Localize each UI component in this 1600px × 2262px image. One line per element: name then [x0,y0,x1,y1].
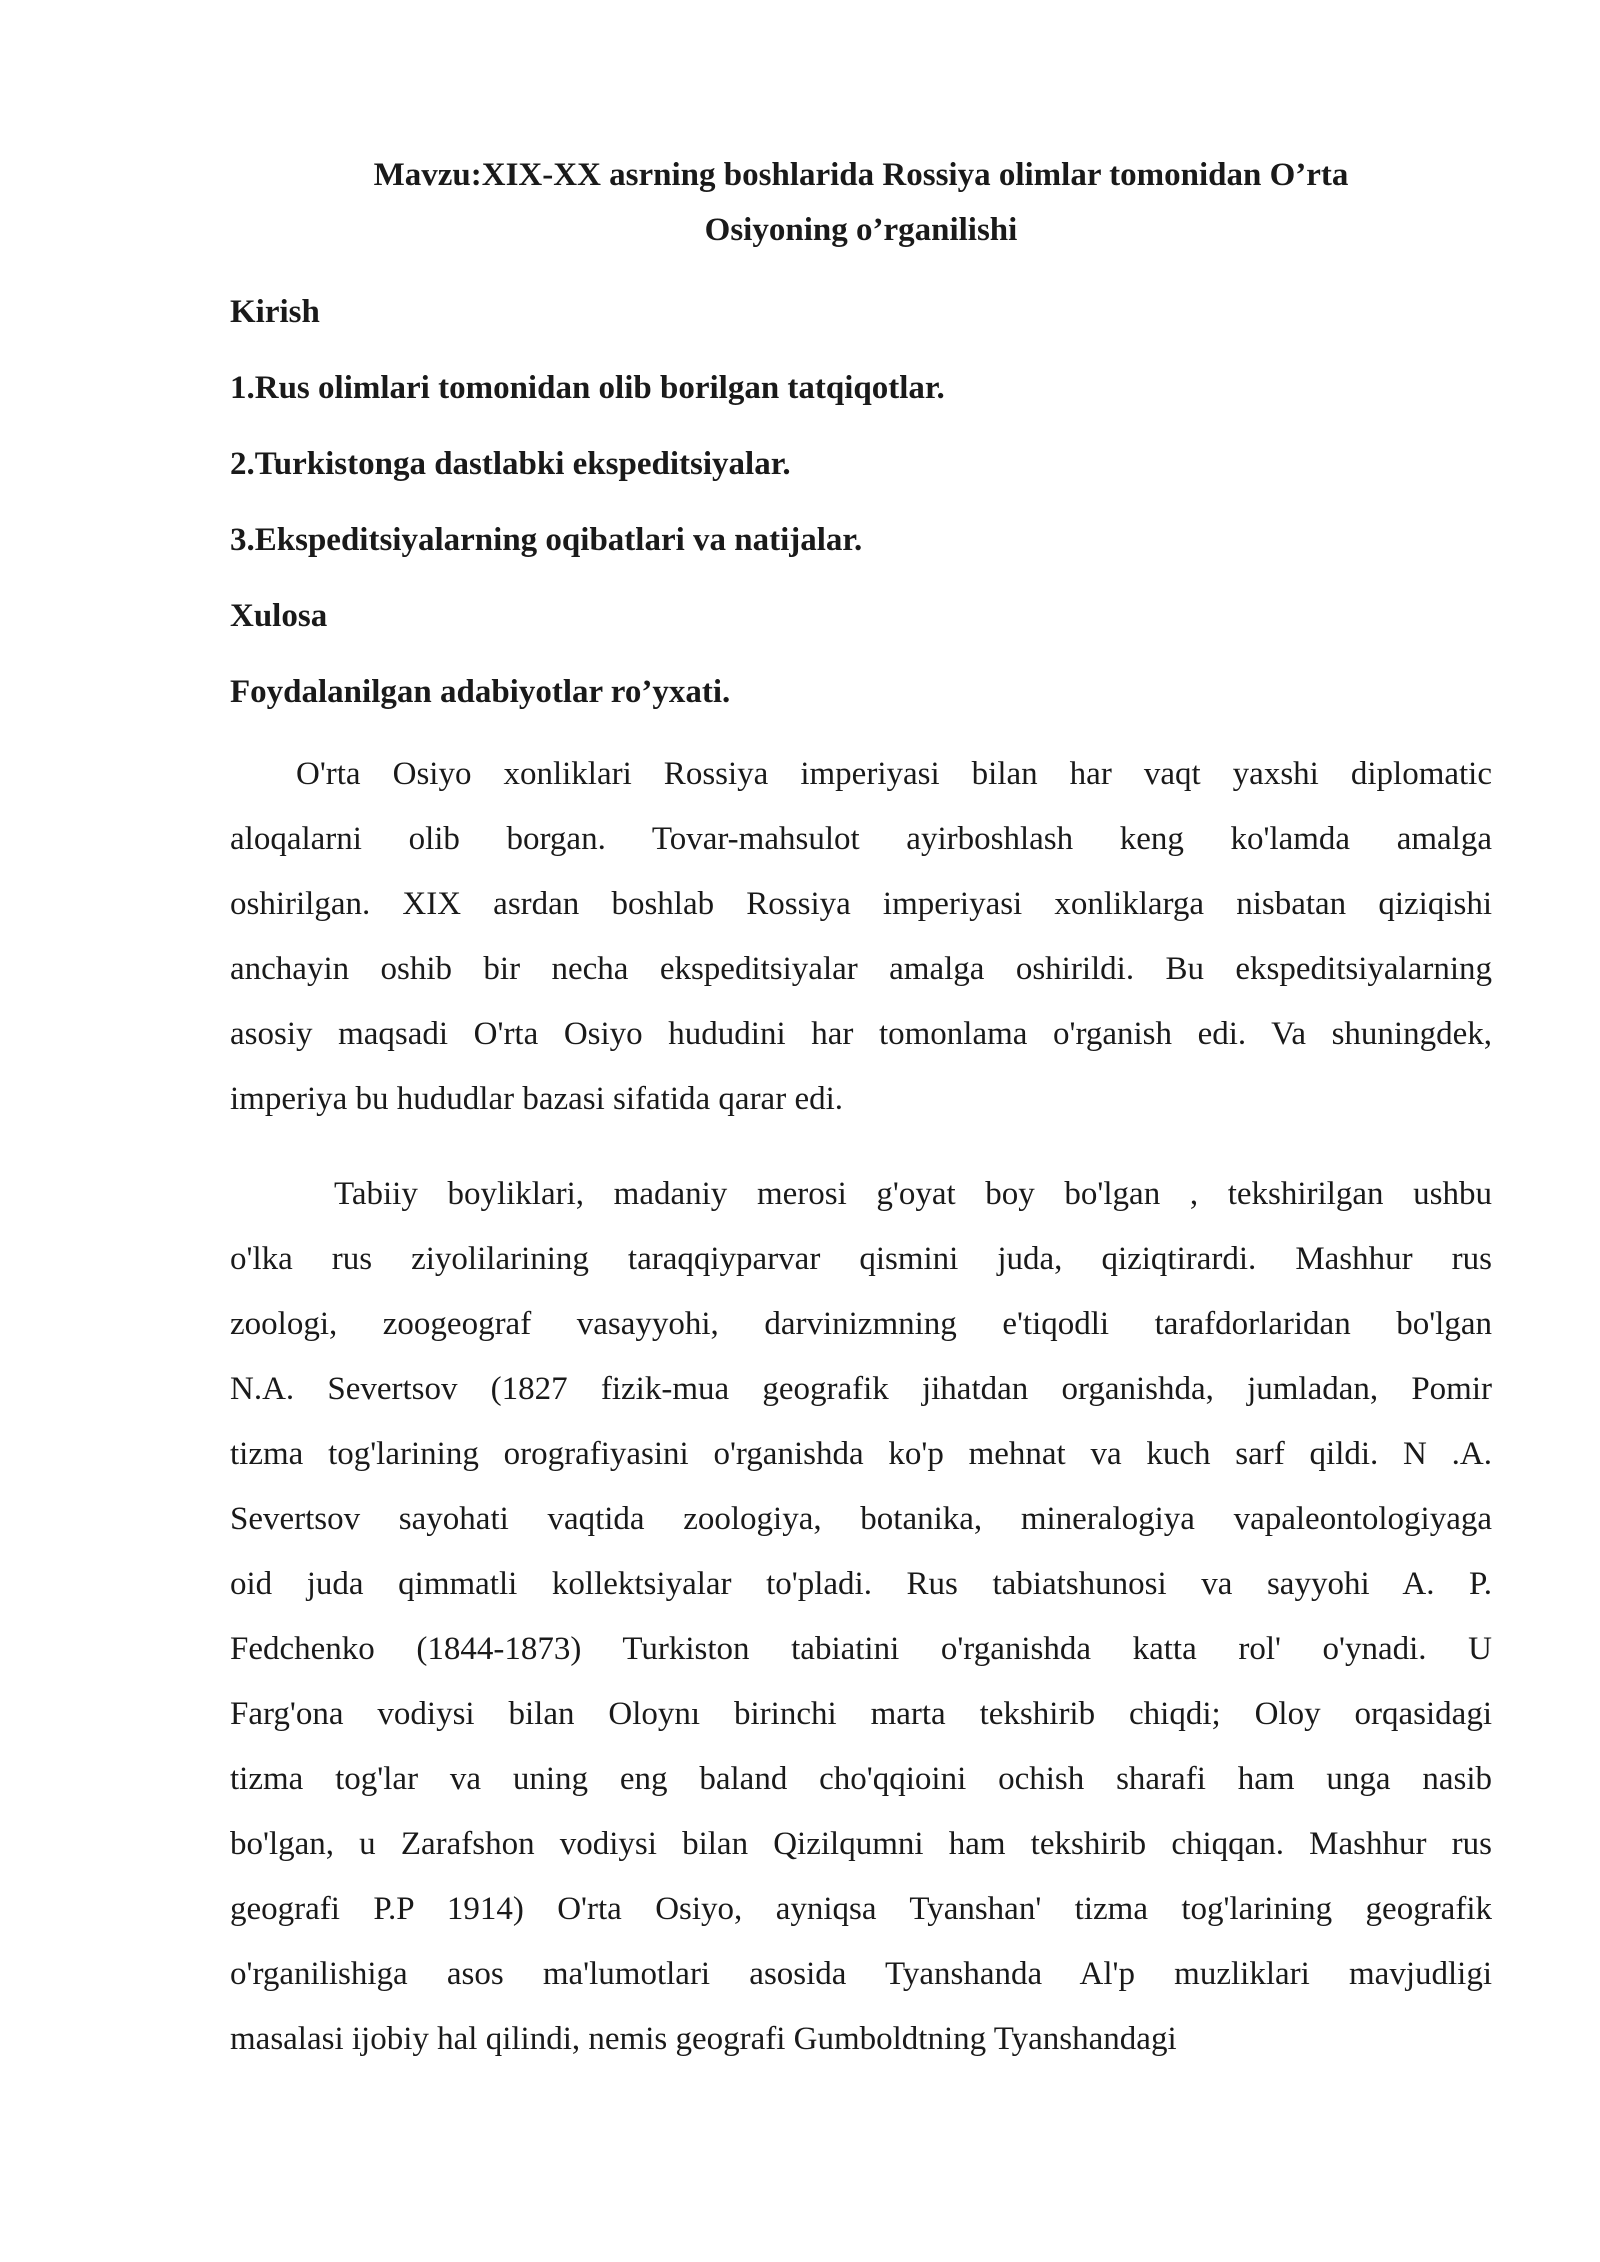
title-line-1: Mavzu:XIX-XX asrning boshlarida Rossiya olimlar tomonidan O’rta [373,157,1349,193]
outline-item-2: 2.Turkistonga dastlabki ekspeditsiyalar. [230,446,791,482]
outline-item-1: 1.Rus olimlari tomonidan olib borilgan tatqiqotlar. [230,370,945,406]
outline-item-3: 3.Ekspeditsiyalarning oqibatlari va natijalar. [230,522,863,558]
paragraph-line: aloqalarni olib borgan. Tovar-mahsulot ayirboshlash keng ko'lamda amalga [230,821,1492,857]
paragraph-line: Farg'ona vodiysi bilan Oloynı birinchi marta tekshirib chiqdi; Oloy orqasidagi [230,1696,1492,1732]
paragraph-line: tizma tog'lar va uning eng baland cho'qqioini ochish sharafi ham unga nasib [230,1761,1492,1797]
paragraph-line: oshirilgan. XIX asrdan boshlab Rossiya imperiyasi xonliklarga nisbatan qiziqishi [230,886,1492,922]
paragraph-line: geografi P.P 1914) O'rta Osiyo, ayniqsa Tyanshan' tizma tog'larining geografik [230,1891,1492,1927]
paragraph-line: Tabiiy boyliklari, madaniy merosi g'oyat boy bo'lgan , tekshirilgan ushbu [334,1176,1492,1212]
body-paragraph-2 [230,1162,1492,2072]
title-line-2: Osiyoning o’rganilishi [704,212,1018,248]
paragraph-line: imperiya bu hududlar bazasi sifatida qarar edi. [230,1081,844,1117]
paragraph-line: o'lka rus ziyolilarining taraqqiyparvar qismini juda, qiziqtirardi. Mashhur rus [230,1241,1492,1277]
paragraph-line: N.A. Severtsov (1827 fizik-mua geografik jihatdan organishda, jumladan, Pomir [230,1371,1492,1407]
paragraph-line: o'rganilishiga asos ma'lumotlari asosida Tyanshanda Al'p muzliklari mavjudligi [230,1956,1492,1992]
paragraph-line: masalasi ijobiy hal qilindi, nemis geografi Gumboldtning Tyanshandagi [230,2021,1177,2057]
table-of-contents [230,274,1492,730]
document-page [230,148,1492,2072]
paragraph-line: Fedchenko (1844-1873) Turkiston tabiatini o'rganishda katta rol' o'ynadi. U [230,1631,1492,1667]
paragraph-line: oid juda qimmatli kollektsiyalar to'pladi. Rus tabiatshunosi va sayyohi A. P. [230,1566,1492,1602]
paragraph-line: Severtsov sayohati vaqtida zoologiya, botanika, mineralogiya vapaleontologiyaga [230,1501,1492,1537]
paragraph-line: asosiy maqsadi O'rta Osiyo hududini har tomonlama o'rganish edi. Va shuningdek, [230,1016,1492,1052]
paragraph-line: anchayin oshib bir necha ekspeditsiyalar amalga oshirildi. Bu ekspeditsiyalarning [230,951,1492,987]
outline-item-conclusion: Xulosa [230,598,328,634]
outline-item-introduction: Kirish [230,294,320,330]
outline-item-references: Foydalanilgan adabiyotlar ro’yxati. [230,674,731,710]
document-title [230,148,1492,258]
paragraph-line: O'rta Osiyo xonliklari Rossiya imperiyasi bilan har vaqt yaxshi diplomatic [296,756,1492,792]
paragraph-line: bo'lgan, u Zarafshon vodiysi bilan Qizilqumni ham tekshirib chiqqan. Mashhur rus [230,1826,1492,1862]
body-paragraph-1 [230,742,1492,1132]
paragraph-line: zoologi, zoogeograf vasayyohi, darvinizmning e'tiqodli tarafdorlaridan bo'lgan [230,1306,1492,1342]
paragraph-line: tizma tog'larining orografiyasini o'rganishda ko'p mehnat va kuch sarf qildi. N .A. [230,1436,1492,1472]
